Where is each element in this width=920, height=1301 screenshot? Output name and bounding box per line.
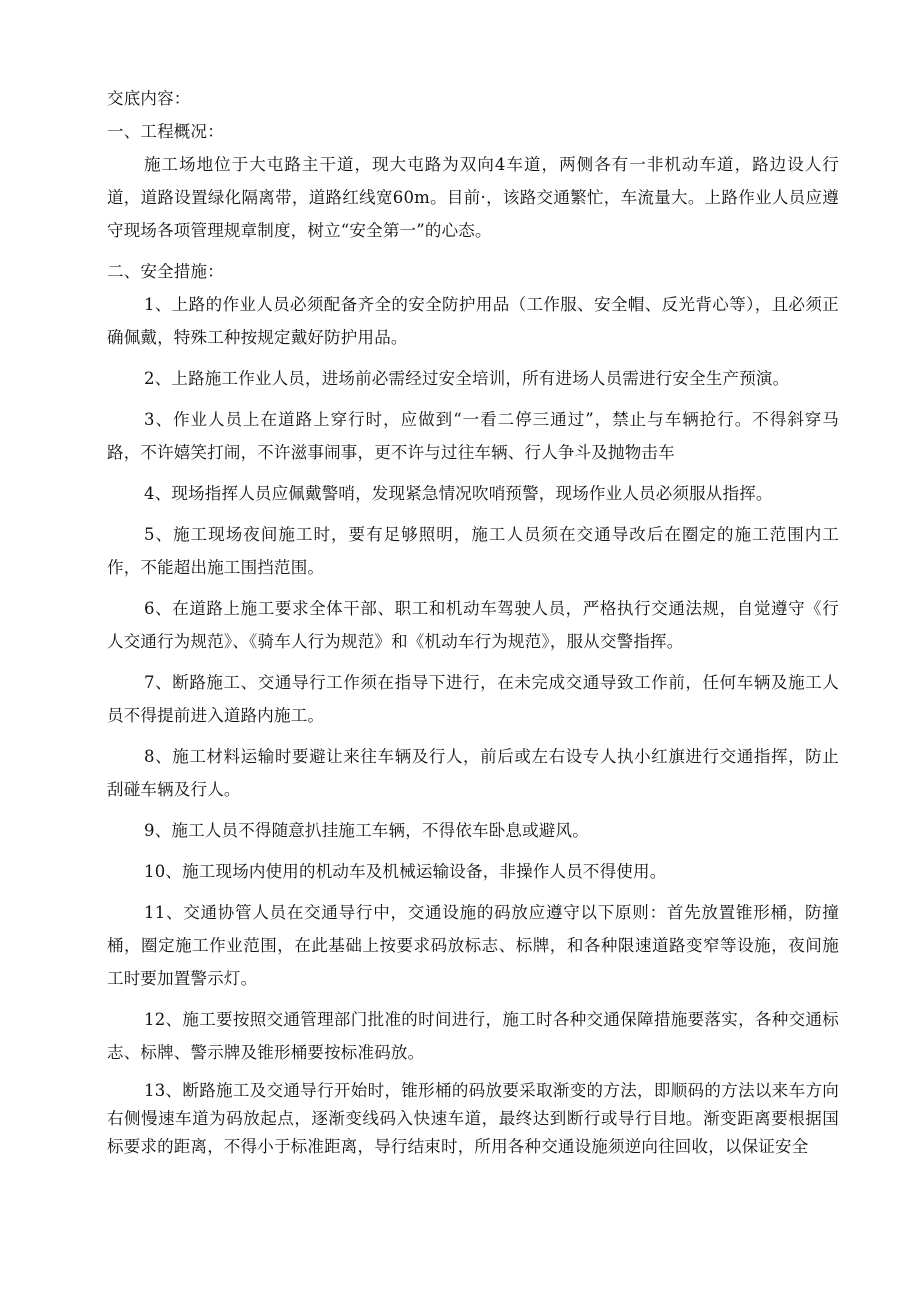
safety-item-5: 5、施工现场夜间施工时，要有足够照明，施工人员须在交通导改后在圈定的施工范围内工作，不能超出施工围挡范围。 bbox=[107, 525, 839, 577]
safety-item-7: 7、断路施工、交通导行工作须在指导下进行，在未完成交通导致工作前，任何车辆及施工人员不得提前进入道路内施工。 bbox=[107, 673, 839, 725]
safety-item-9: 9、施工人员不得随意扒挂施工车辆，不得依车卧息或避风。 bbox=[144, 821, 589, 840]
safety-item-10: 10、施工现场内使用的机动车及机械运输设备，非操作人员不得使用。 bbox=[144, 862, 667, 881]
safety-item-2: 2、上路施工作业人员，进场前必需经过安全培训，所有进场人员需进行安全生产预演。 bbox=[144, 369, 790, 388]
section-title-safety: 二、安全措施： bbox=[107, 262, 224, 281]
safety-item-13: 13、断路施工及交通导行开始时，锥形桶的码放要采取渐变的方法，即顺码的方法以来车方向右侧慢速车道为码放起点，逐渐变线码入快速车道，最终达到断行或导行目地。渐变距离要根据国标要求的距离，不得小于标准距离，导行结束时，所用各种交通设施须逆向往回收，以保证安全 bbox=[107, 1081, 839, 1156]
safety-item-8: 8、施工材料运输时要避让来往车辆及行人，前后或左右设专人执小红旗进行交通指挥，防止刮碰车辆及行人。 bbox=[107, 747, 839, 799]
document-body bbox=[107, 82, 839, 1169]
content-heading: 交底内容： bbox=[107, 89, 191, 108]
safety-item-12: 12、施工要按照交通管理部门批准的时间进行，施工时各种交通保障措施要落实，各种交通标志、标牌、警示牌及锥形桶要按标准码放。 bbox=[107, 1010, 839, 1062]
safety-item-3: 3、作业人员上在道路上穿行时，应做到“一看二停三通过”，禁止与车辆抢行。不得斜穿马路，不许嬉笑打闹，不许滋事闹事，更不许与过往车辆、行人争斗及抛物击车 bbox=[107, 410, 839, 462]
overview-paragraph: 施工场地位于大屯路主干道，现大屯路为双向4车道，两侧各有一非机动车道，路边设人行道，道路设置绿化隔离带，道路红线宽60m。目前·，该路交通繁忙，车流量大。上路作业人员应遵守现场各项管理规章制度，树立“安全第一”的心态。 bbox=[107, 155, 839, 240]
section-overview bbox=[107, 115, 839, 247]
section-safety-measures bbox=[107, 255, 839, 1161]
safety-item-6: 6、在道路上施工要求全体干部、职工和机动车驾驶人员，严格执行交通法规，自觉遵守《行人交通行为规范》、《骑车人行为规范》和《机动车行为规范》，服从交警指挥。 bbox=[107, 599, 839, 651]
safety-item-11: 11、交通协管人员在交通导行中，交通设施的码放应遵守以下原则：首先放置锥形桶，防撞桶，圈定施工作业范围，在此基础上按要求码放标志、标牌，和各种限速道路变窄等设施，夜间施工时要加置警示灯。 bbox=[107, 903, 839, 988]
section-title-overview: 一、工程概况： bbox=[107, 122, 224, 141]
safety-item-4: 4、现场指挥人员应佩戴警哨，发现紧急情况吹哨预警，现场作业人员必须服从指挥。 bbox=[144, 484, 773, 503]
safety-item-1: 1、上路的作业人员必须配备齐全的安全防护用品（工作服、安全帽、反光背心等），且必须正确佩戴，特殊工种按规定戴好防护用品。 bbox=[107, 295, 839, 347]
